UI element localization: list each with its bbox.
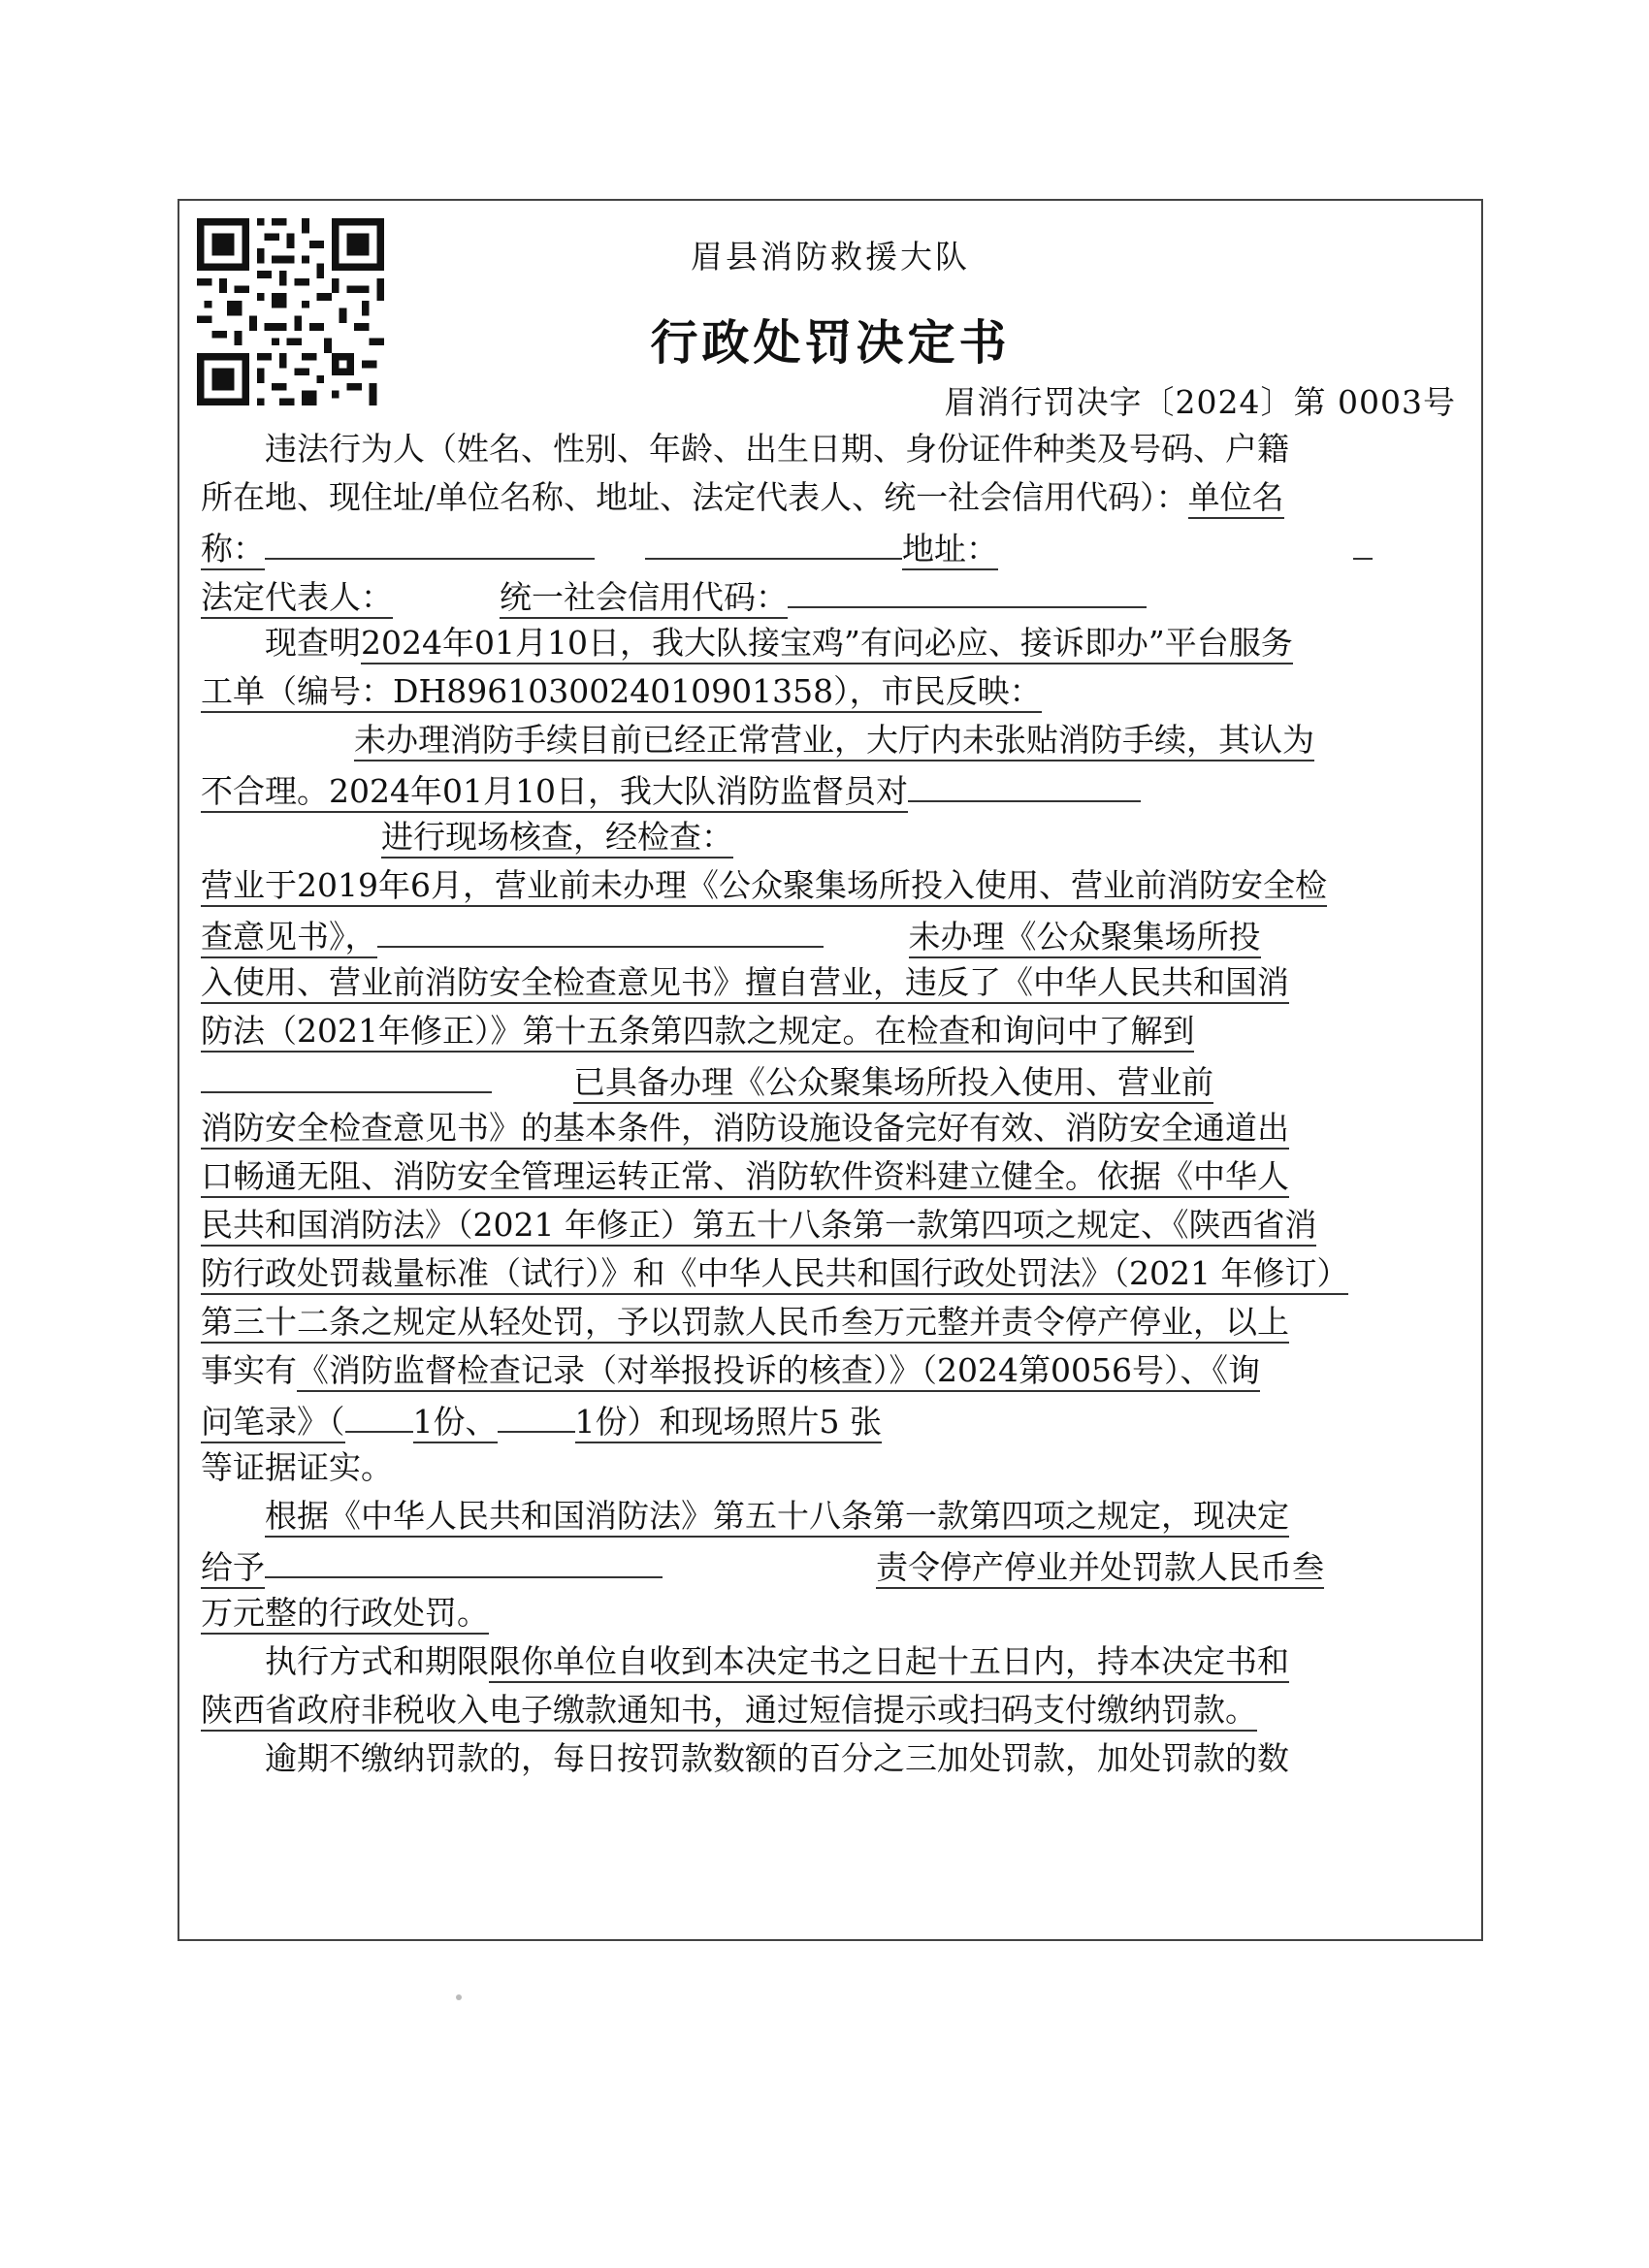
document-frame xyxy=(178,199,1483,1941)
text-line: 给予 责令停产停业并处罚款人民币叁 xyxy=(201,1541,1462,1590)
text-line: 违法行为人（姓名、性别、年龄、出生日期、身份证件种类及号码、户籍 xyxy=(265,430,1289,468)
text-line: 逾期不缴纳罚款的，每日按罚款数额的百分之三加处罚款，加处罚款的数 xyxy=(265,1739,1289,1777)
text-line: 已具备办理《公众聚集场所投入使用、营业前 xyxy=(201,1056,1462,1105)
text-line: 根据《中华人民共和国消防法》第五十八条第一款第四项之规定，现决定 xyxy=(201,1493,1483,1541)
text-line: 法定代表人： 统一社会信用代码： xyxy=(201,571,1462,620)
text-line: 称： 地址： xyxy=(201,523,1462,571)
document-number: 眉消行罚决字〔2024〕第 0003号 xyxy=(944,383,1456,421)
text-line: 进行现场核查，经检查： xyxy=(201,814,1483,862)
text-line: 防行政处罚裁量标准（试行）》和《中华人民共和国行政处罚法》（2021 年修订） xyxy=(201,1250,1462,1299)
text-line: 等证据证实。 xyxy=(201,1448,393,1486)
text-line: 事实有《消防监督检查记录（对举报投诉的核查）》（2024第0056号）、《询 xyxy=(201,1347,1462,1396)
text-line: 不合理。2024年01月10日，我大队消防监督员对 xyxy=(201,765,1462,814)
text-line: 营业于2019年6月，营业前未办理《公众聚集场所投入使用、营业前消防安全检 xyxy=(201,862,1462,911)
agency-name: 眉县消防救援大队 xyxy=(691,238,970,275)
text-line: 所在地、现住址/单位名称、地址、法定代表人、统一社会信用代码）：单位名 xyxy=(201,474,1462,523)
document-title: 行政处罚决定书 xyxy=(650,314,1011,371)
text-line: 消防安全检查意见书》的基本条件，消防设施设备完好有效、消防安全通道出 xyxy=(201,1105,1462,1153)
text-line: 民共和国消防法》（2021 年修正）第五十八条第一款第四项之规定、《陕西省消 xyxy=(201,1202,1462,1250)
text-line: 工单（编号：DH8961030024010901358），市民反映： xyxy=(201,668,1462,717)
text-line: 万元整的行政处罚。 xyxy=(201,1590,1462,1638)
text-line: 查意见书》， 未办理《公众聚集场所投 xyxy=(201,911,1462,959)
text-line: 防法（2021年修正）》第十五条第四款之规定。在检查和询问中了解到 xyxy=(201,1008,1462,1056)
text-line: 入使用、营业前消防安全检查意见书》擅自营业，违反了《中华人民共和国消 xyxy=(201,959,1462,1008)
text-line: 现查明2024年01月10日，我大队接宝鸡”有问必应、接诉即办”平台服务 xyxy=(201,620,1483,668)
text-line: 陕西省政府非税收入电子缴款通知书，通过短信提示或扫码支付缴纳罚款。 xyxy=(201,1687,1462,1735)
text-line: 口畅通无阻、消防安全管理运转正常、消防软件资料建立健全。依据《中华人 xyxy=(201,1153,1462,1202)
text-line: 执行方式和期限限你单位自收到本决定书之日起十五日内，持本决定书和 xyxy=(201,1638,1483,1687)
text-line: 问笔录》（ 1份、 1份）和现场照片5 张 xyxy=(201,1396,1462,1444)
text-line: 第三十二条之规定从轻处罚，予以罚款人民币叁万元整并责令停产停业，以上 xyxy=(201,1299,1462,1347)
scan-speck xyxy=(456,1994,462,2000)
text-line: 未办理消防手续目前已经正常营业，大厅内未张贴消防手续，其认为 xyxy=(201,717,1483,765)
